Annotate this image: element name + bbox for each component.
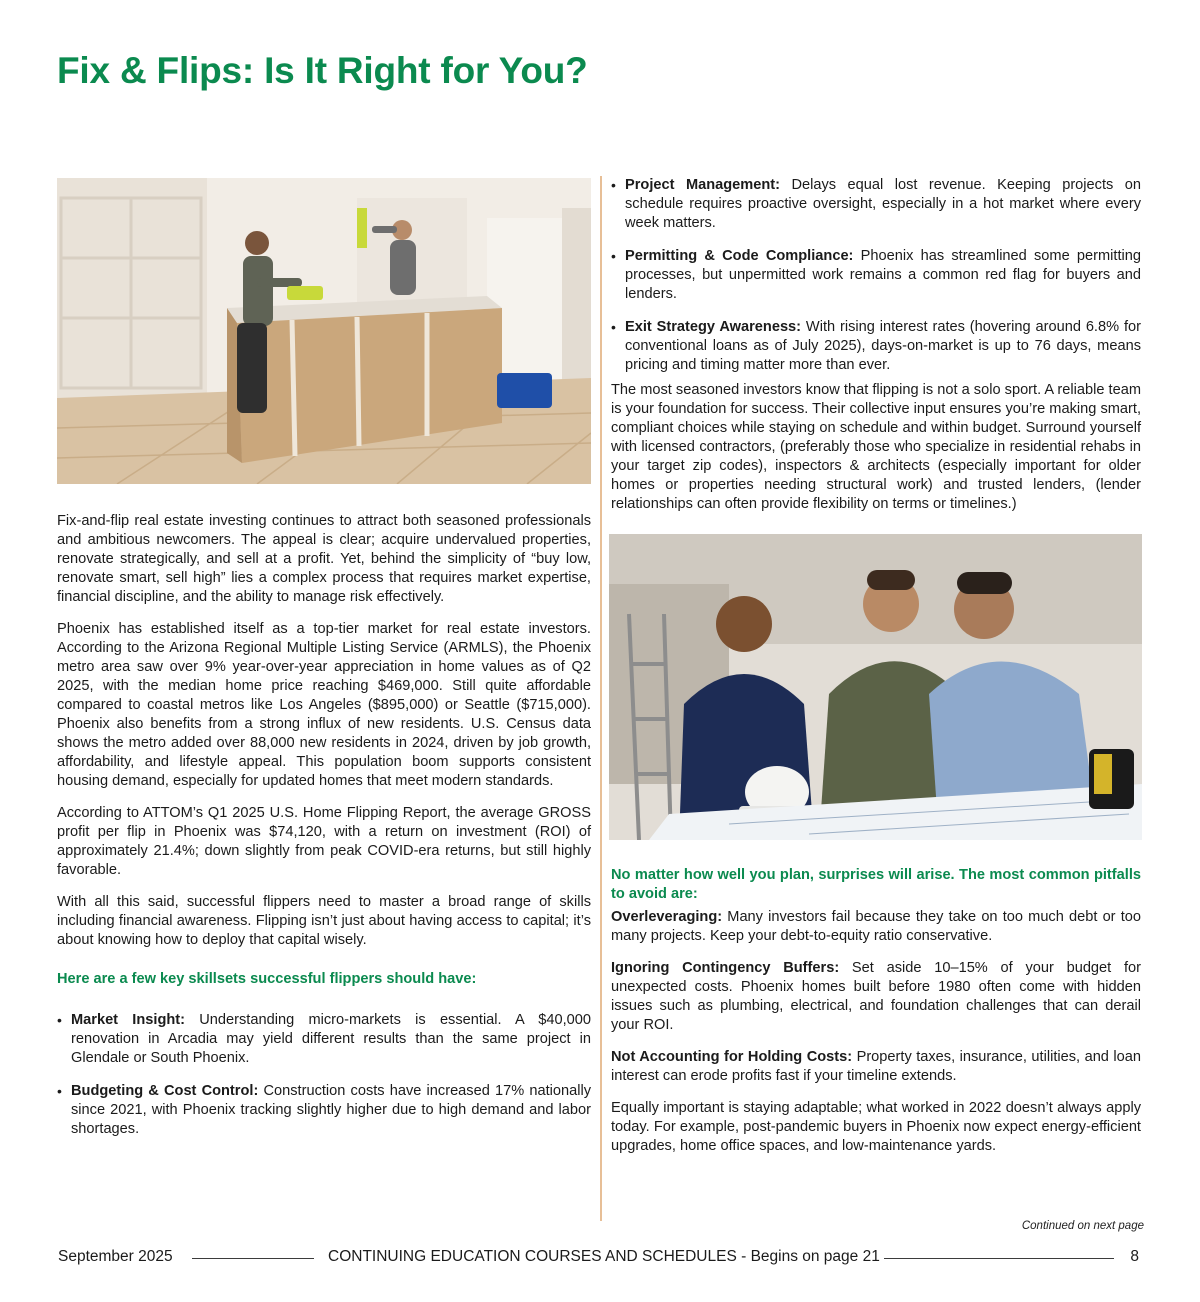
- left-column: [57, 178, 591, 1153]
- skills-list: [57, 1011, 591, 1139]
- pitfall-text: Property taxes, insurance, utilities, and loan interest can erode profits fast if your timeline extends.: [611, 1049, 1141, 1084]
- pitfall-label: Overleveraging:: [611, 909, 723, 925]
- bullet-label: Exit Strategy Awareness:: [625, 319, 802, 335]
- list-item: [57, 1011, 591, 1068]
- attom-report-paragraph: According to ATTOM’s Q1 2025 U.S. Home Flipping Report, the average GROSS profit per flip in Phoenix was $74,120, with a return on investment (ROI) of approximately 21.4%; down slightly from peak COVID-era returns, but still highly favorable.: [57, 805, 591, 878]
- bullet-label: Budgeting & Cost Control:: [71, 1083, 259, 1099]
- continued-note: Continued on next page: [1021, 1220, 1144, 1232]
- intro-paragraph: Fix-and-flip real estate investing continues to attract both seasoned professionals and ambitious newcomers. The appeal is clear; acquire undervalued properties, renovate strategically, and sell at a profit. Yet, behind the simplicity of “buy low, renovate smart, sell high” lies a complex process that requires market expertise, financial discipline, and the ability to manage risk effectively.: [57, 513, 591, 605]
- pitfall-label: Not Accounting for Holding Costs:: [611, 1049, 853, 1065]
- column-divider: [600, 176, 602, 1221]
- list-item: [611, 176, 1141, 233]
- article-title: Fix & Flips: Is It Right for You?: [57, 50, 588, 91]
- right-column: [611, 176, 1141, 1169]
- pitfall-label: Ignoring Contingency Buffers:: [611, 960, 840, 976]
- bullet-label: Market Insight:: [71, 1012, 185, 1028]
- footer-rule-left: [192, 1258, 314, 1259]
- footer-courses-link[interactable]: CONTINUING EDUCATION COURSES AND SCHEDULES - Begins on page 21: [328, 1248, 880, 1265]
- skills-paragraph: With all this said, successful flippers need to master a broad range of skills including financial awareness. Flipping isn’t just about having access to capital; it’s about knowing how to deploy that capital wisely.: [57, 894, 591, 948]
- pitfalls-heading: No matter how well you plan, surprises will arise. The most common pitfalls to avoid are:: [611, 867, 1141, 902]
- kitchen-renovation-photo: [57, 178, 591, 484]
- bullet-text: Phoenix has streamlined some permitting processes, but unpermitted work remains a common red flag for buyers and lenders.: [625, 248, 1141, 302]
- contractors-photo: [609, 534, 1142, 840]
- skills-heading: Here are a few key skillsets successful flippers should have:: [57, 971, 477, 987]
- bullet-text: Construction costs have increased 17% nationally since 2021, with Phoenix tracking slightly higher due to high demand and labor shortages.: [71, 1083, 592, 1137]
- page-number: 8: [1130, 1248, 1139, 1265]
- list-item: [611, 318, 1141, 375]
- phoenix-market-paragraph: Phoenix has established itself as a top-tier market for real estate investors. According to the Arizona Regional Multiple Listing Service (ARMLS), the Phoenix metro area saw over 9% year-over-year appreciation in home values as of Q2 2025, with the median home price reaching $469,000. Still quite affordable compared to coastal metros like Los Angeles ($895,000) or Seattle ($715,000). Phoenix also benefits from a strong influx of new residents. U.S. Census data shows the metro added over 88,000 new residents in 2024, driven by job growth, affordability, and lifestyle appeal. This population boom supports consistent housing demand, especially for updated homes that meet modern standards.: [57, 621, 591, 789]
- skills-list-continued: [611, 176, 1141, 375]
- bullet-label: Permitting & Code Compliance:: [625, 248, 854, 264]
- pitfall-text: Set aside 10–15% of your budget for unexpected costs. Phoenix homes built before 1980 often come with hidden issues such as plumbing, electrical, and foundation challenges that can derail your ROI.: [611, 960, 1141, 1033]
- pitfall-item: [611, 959, 1141, 1035]
- closing-paragraph: Equally important is staying adaptable; what worked in 2022 doesn’t always apply today. For example, post-pandemic buyers in Phoenix now expect energy-efficient upgrades, home office spaces, and low-maintenance yards.: [611, 1100, 1141, 1154]
- footer-date: September 2025: [58, 1248, 173, 1265]
- footer-rule-right: [884, 1258, 1114, 1259]
- team-paragraph: The most seasoned investors know that flipping is not a solo sport. A reliable team is your foundation for success. Their collective input ensures you’re making smart, compliant choices while staying on schedule and within budget. Surround yourself with licensed contractors, (preferably those who specialize in residential rehabs in your target zip codes), inspectors & architects (especially important for older homes or properties needing structural work) and trusted lenders, (lender relationships can often provide flexibility on terms or timelines.): [611, 382, 1141, 512]
- bullet-text: Delays equal lost revenue. Keeping projects on schedule requires proactive oversight, especially in a hot market where every week matters.: [625, 177, 1142, 231]
- pitfall-item: [611, 1048, 1141, 1086]
- list-item: [611, 247, 1141, 304]
- bullet-text: With rising interest rates (hovering around 6.8% for conventional loans as of July 2025), days-on-market is up to 76 days, means pricing and timing matter more than ever.: [625, 319, 1141, 373]
- pitfall-item: [611, 908, 1141, 946]
- page-footer: [58, 1248, 1141, 1270]
- pitfall-text: Many investors fail because they take on too much debt or too many projects. Keep your debt-to-equity ratio conservative.: [611, 909, 1141, 944]
- list-item: [57, 1082, 591, 1139]
- bullet-label: Project Management:: [625, 177, 781, 193]
- bullet-text: Understanding micro-markets is essential. A $40,000 renovation in Arcadia may yield different results than the same project in Glendale or South Phoenix.: [71, 1012, 591, 1066]
